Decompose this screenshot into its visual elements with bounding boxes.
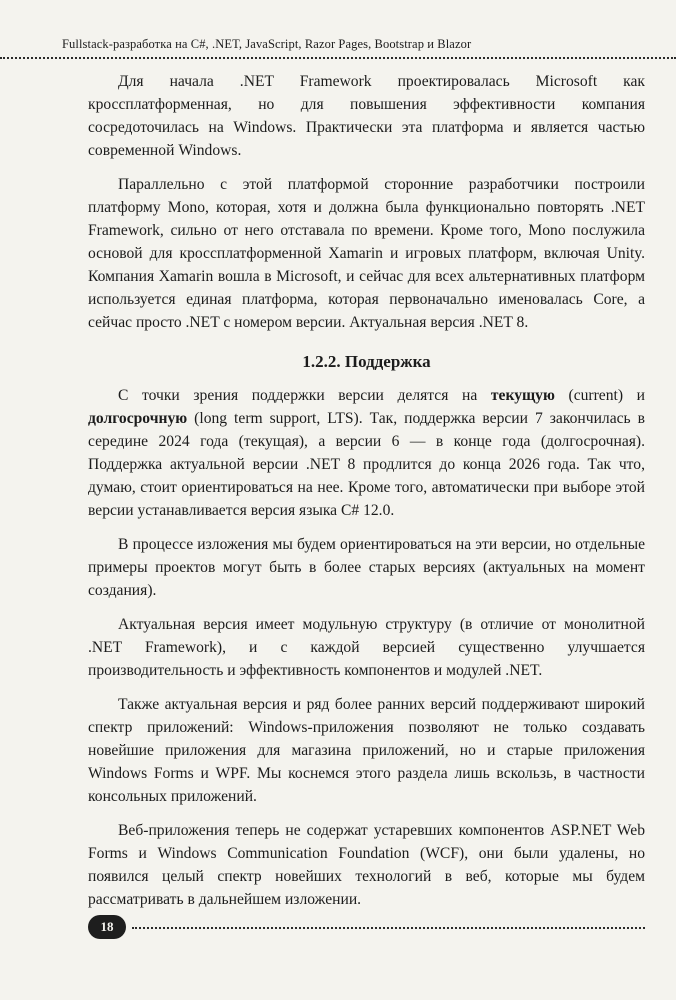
footer-dotted-rule [132, 927, 645, 929]
term-current: текущую [490, 387, 555, 404]
paragraph-support-versions [88, 384, 645, 522]
page-body [88, 70, 645, 922]
support-rest-text: (long term support, LTS). Так, поддержка версии 7 закончилась в середине 2024 года (текущая), а версии 6 — в конце года (долгосрочная). Поддержка актуальной версии .NET 8 продлится до конца 2026 года. Так что, думаю, стоит ориентироваться на нее. Кроме того, автоматически при выборе этой версии устанавливается версия языка C# 12.0. [88, 410, 645, 519]
running-header: Fullstack-разработка на C#, .NET, JavaScript, Razor Pages, Bootstrap и Blazor [62, 37, 472, 51]
term-long-term: долгосрочную [88, 410, 188, 427]
header-dotted-rule [0, 57, 676, 59]
paragraph-applications: Также актуальная версия и ряд более ранних версий поддерживают широкий спектр приложений: Windows-приложения позволяют не только создавать новейшие приложения для магазина приложений, но и старые приложения Windows Forms и WPF. Мы коснемся этого раздела лишь вскользь, в частности консольных приложений. [88, 696, 645, 805]
paragraph-web-apps: Веб-приложения теперь не содержат устаревших компонентов ASP.NET Web Forms и Windows Communication Foundation (WCF), они были удалены, но появился целый спектр новейших технологий в веб, которые мы будем рассматривать в дальнейшем изложении. [88, 822, 645, 908]
support-mid-text: (current) и [554, 387, 645, 404]
page-number-badge: 18 [88, 915, 126, 939]
support-intro-text: С точки зрения поддержки версии делятся на [118, 387, 491, 404]
paragraph-modular: Актуальная версия имеет модульную структуру (в отличие от монолитной .NET Framework), и с каждой версией существенно улучшается производительность и эффективность компонентов и модулей .NET. [88, 616, 645, 679]
paragraph-orientation: В процессе изложения мы будем ориентироваться на эти версии, но отдельные примеры проектов могут быть в более старых версиях (актуальных на момент создания). [88, 536, 645, 599]
paragraph-net-framework: Для начала .NET Framework проектировалась Microsoft как кроссплатформенная, но для повышения эффективности компания сосредоточилась на Windows. Практически эта платформа и является частью современной Windows. [88, 73, 645, 159]
paragraph-mono: Параллельно с этой платформой сторонние разработчики построили платформу Mono, которая, хотя и должна была функционально повторять .NET Framework, сильно от него отставала по времени. Кроме того, Mono послужила основой для кроссплатформенной Xamarin и игровых платформ, включая Unity. Компания Xamarin вошла в Microsoft, и сейчас для всех альтернативных платформ используется единая платформа, которая первоначально именовалась Core, а сейчас просто .NET с номером версии. Актуальная версия .NET 8. [88, 176, 645, 331]
section-heading: 1.2.2. Поддержка [302, 352, 431, 371]
